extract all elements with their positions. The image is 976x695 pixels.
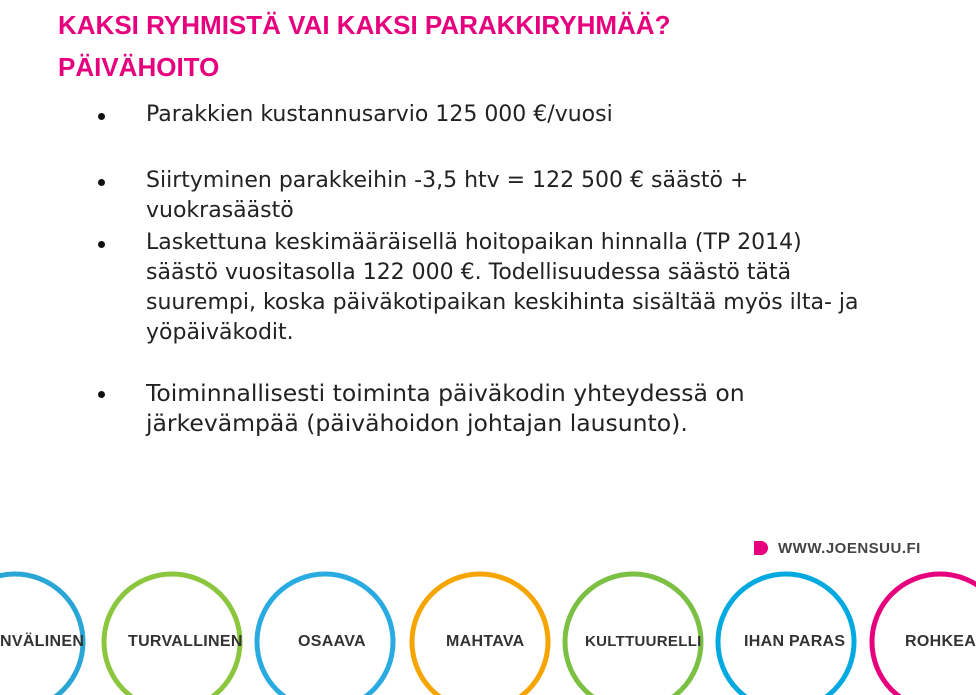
bullet-dot-icon <box>98 391 105 398</box>
title-line-2: PÄIVÄHOITO <box>58 52 220 82</box>
value-label: IHAN PARAS <box>744 633 846 650</box>
value-label: OSAAVA <box>298 633 366 650</box>
bullet-item <box>146 378 866 438</box>
slide-title <box>58 4 670 88</box>
bullet-text: Toiminnallisesti toiminta päiväkodin yhteydessä on järkevämpää (päivähoidon johtajan lausunto). <box>146 379 745 437</box>
bullet-item <box>146 100 866 130</box>
bullet-item <box>146 166 866 226</box>
value-label: KULTTUURELLI <box>585 633 702 650</box>
bullet-dot-icon <box>98 179 105 186</box>
joensuu-logo <box>754 537 921 559</box>
value-label: MAHTAVA <box>446 633 525 650</box>
value-label: ROHKEA <box>905 633 976 650</box>
bullet-item <box>146 228 866 348</box>
bullet-dot-icon <box>98 113 105 120</box>
title-line-1: KAKSI RYHMISTÄ VAI KAKSI PARAKKIRYHMÄÄ? <box>58 10 671 40</box>
bullet-text: Laskettuna keskimääräisellä hoitopaikan hinnalla (TP 2014) säästö vuositasolla 122 000 €. Todellisuudessa säästö tätä suurempi, koska päiväkotipaikan keskihinta sisältää myös ilta- ja yöpäiväkodit. <box>146 230 859 345</box>
value-label: TURVALLINEN <box>128 633 243 650</box>
bullet-text: Parakkien kustannusarvio 125 000 €/vuosi <box>146 102 613 127</box>
value-label: NVÄLINEN <box>0 633 85 650</box>
joensuu-url: WWW.JOENSUU.FI <box>778 539 921 557</box>
joensuu-logo-mark-icon <box>754 541 768 555</box>
bullet-text: Siirtyminen parakkeihin -3,5 htv = 122 500 € säästö + vuokrasäästö <box>146 168 749 223</box>
bullet-dot-icon <box>98 241 105 248</box>
